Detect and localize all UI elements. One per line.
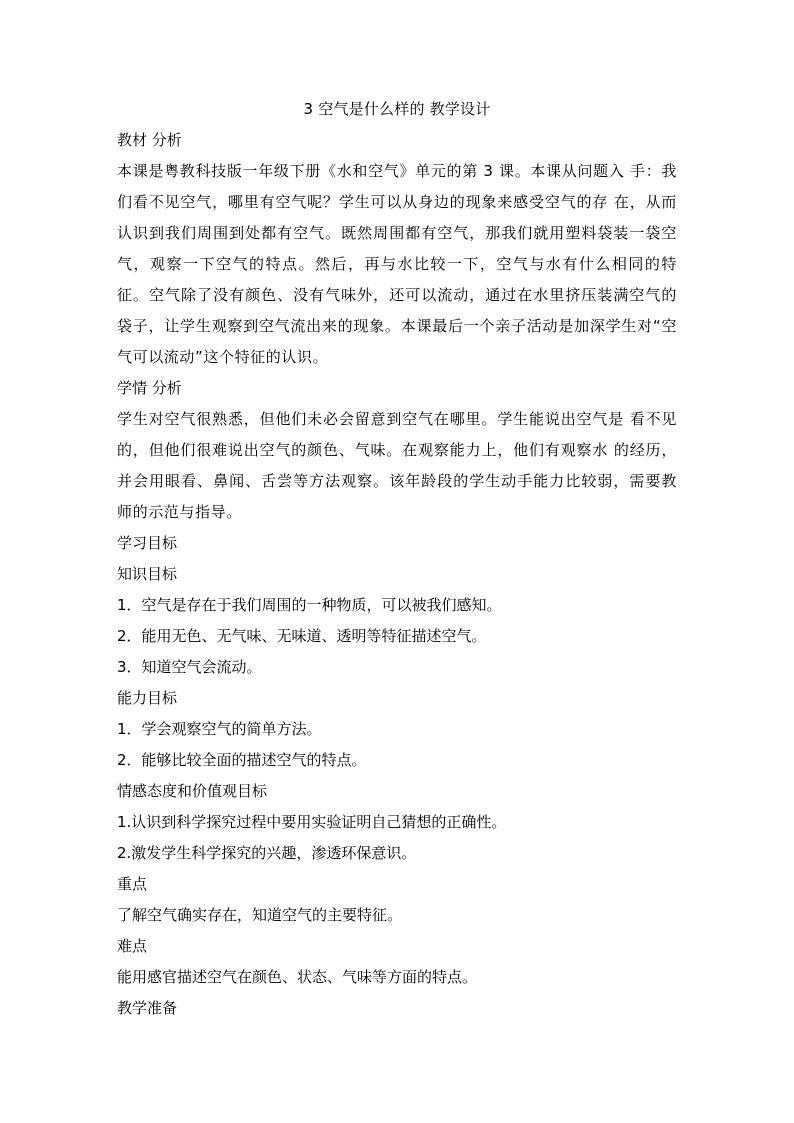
document-title: 3 空气是什么样的 教学设计 xyxy=(303,100,491,118)
difficulty-text: 能用感官描述空气在颜色、状态、气味等方面的特点。 xyxy=(117,968,478,986)
section-heading-difficulty: 难点 xyxy=(117,937,148,955)
attitude-objective-item: 2.激发学生科学探究的兴趣，渗透环保意识。 xyxy=(117,844,417,862)
section-heading-textbook-analysis: 教材 分析 xyxy=(117,131,182,149)
section-heading-preparation: 教学准备 xyxy=(117,999,178,1017)
knowledge-objective-item: 3．知道空气会流动。 xyxy=(117,658,262,676)
key-point-text: 了解空气确实存在，知道空气的主要特征。 xyxy=(117,906,403,924)
ability-objective-item: 1．学会观察空气的简单方法。 xyxy=(117,720,322,738)
section-heading-key-point: 重点 xyxy=(117,875,148,893)
section-heading-learning-objectives: 学习目标 xyxy=(117,534,178,552)
subheading-attitude-objectives: 情感态度和价值观目标 xyxy=(117,782,268,800)
textbook-analysis-paragraph: 本课是粤教科技版一年级下册《水和空气》单元的第 3 课。本课从问题入 手：我们看不见空气，哪里有空气呢？学生可以从身边的现象来感受空气的存 在，从而认识到我们周围到处都有空气。既然周围都有空气，那我们就用塑料袋装一袋空气，观察一下空气的特点。然后，再与水比较一下，空气与水有什么相同的特征。空气除了没有颜色、没有气味外，还可以流动，通过在水里挤压装满空气的袋子，让学生观察到空气流出来的现象。本课最后一个亲子活动是加深学生对“空气可以流动”这个特征的认识。 xyxy=(117,162,677,366)
document-body xyxy=(117,125,677,1024)
knowledge-objective-item: 2．能用无色、无气味、无味道、透明等特征描述空气。 xyxy=(117,627,487,645)
section-heading-learner-analysis: 学情 分析 xyxy=(117,379,182,397)
attitude-objective-item: 1.认识到科学探究过程中要用实验证明自己猜想的正确性。 xyxy=(117,813,507,831)
learner-analysis-paragraph: 学生对空气很熟悉，但他们未必会留意到空气在哪里。学生能说出空气是 看不见的，但他们很难说出空气的颜色、气味。在观察能力上，他们有观察水 的经历，并会用眼看、鼻闻、舌尝等方法观察。该年龄段的学生动手能力比较弱，需要教师的示范与指导。 xyxy=(117,410,677,521)
subheading-ability-objectives: 能力目标 xyxy=(117,689,178,707)
ability-objective-item: 2．能够比较全面的描述空气的特点。 xyxy=(117,751,367,769)
subheading-knowledge-objectives: 知识目标 xyxy=(117,565,178,583)
knowledge-objective-item: 1．空气是存在于我们周围的一种物质，可以被我们感知。 xyxy=(117,596,502,614)
